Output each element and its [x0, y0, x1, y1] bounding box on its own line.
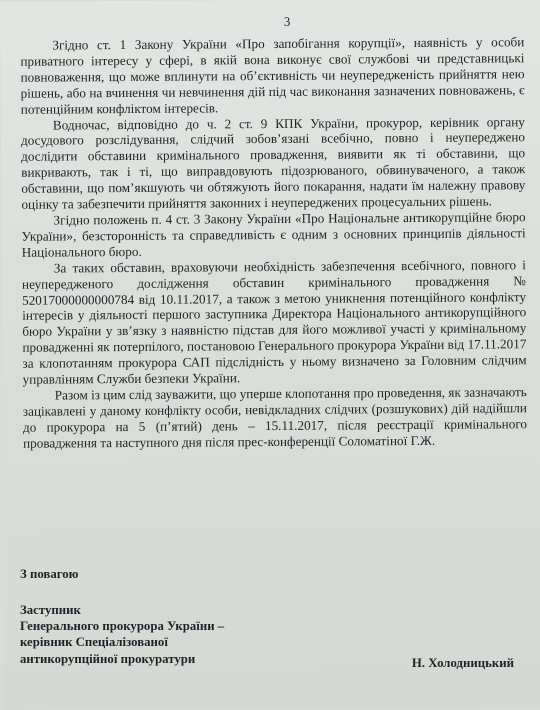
paragraph-nabu-principles: Згідно положень п. 4 ст. 3 Закону України «Про Національне антикорупційне бюро України», безсторонність та справедливість є одним з основних принципів діяльності Національного бюро.	[21, 209, 526, 260]
closing-regards: З повагою	[20, 567, 79, 581]
position-line: антикорупційної прокуратури	[20, 651, 196, 666]
position-line: Генерального прокурора України –	[20, 619, 225, 634]
paragraph-conflict-definition: Згідно ст. 1 Закону України «Про запобігання корупції», наявність у особи приватного інтересу у сфері, в якій вона виконує свої службові чи представницькі повноваження, що може вплинути на об’єктивність чи неупередженість прийняття нею рішень, або на вчинення чи невчинення дій під час виконання зазначених повноважень, є потенційним конфліктом інтересів.	[20, 34, 525, 117]
paragraph-motion-timing: Разом із цим слід зауважити, що уперше клопотання про проведення, як зазначають зацікавлені у даному конфлікту особи, невідкладних слідчих (розшукових) дій надійшли до прокурора на 5 (п’ятий) день – 15.11.2017, після реєстрації кримінального провадження та наступного дня після прес-конференції Соломатіної Г.Ж.	[22, 384, 528, 451]
signatory-position	[20, 602, 350, 667]
paragraph-kpk-duties: Водночас, відповідно до ч. 2 ст. 9 КПК України, прокурор, керівник органу досудового розслідування, слідчий зобов’язані всебічно, повно і неупереджено дослідити обставини кримінального провадження, виявити як ті обставини, що викривають, так і ті, що виправдовують підозрюваного, обвинуваченого, а також обставини, що пом’якшують чи обтяжують його покарання, надати їм належну правову оцінку та забезпечити прийняття законних і неупереджених процесуальних рішень.	[20, 113, 526, 212]
paragraph-jurisdiction: За таких обставин, враховуючи необхідність забезпечення всебічного, повного і неупередженого дослідження обставин кримінального провадження № 52017000000000784 від 10.11.2017, а також з метою уникнення потенційного конфлікту інтересів у діяльності першого заступника Директора Національного антикорупційного бюро України у зв’язку з наявністю підстав для його можливої участі у кримінальному провадженні як потерпілого, постановою Генерального прокурора України від 17.11.2017 за клопотанням прокурора САП підслідність у ньому визначено за Головним слідчим управлінням Служби безпеки України.	[21, 256, 527, 387]
position-line: керівник Спеціалізованої	[20, 635, 168, 650]
position-line: Заступник	[20, 603, 81, 617]
page-number: 3	[283, 13, 291, 29]
signatory-name: Н. Холодницький	[411, 656, 514, 670]
